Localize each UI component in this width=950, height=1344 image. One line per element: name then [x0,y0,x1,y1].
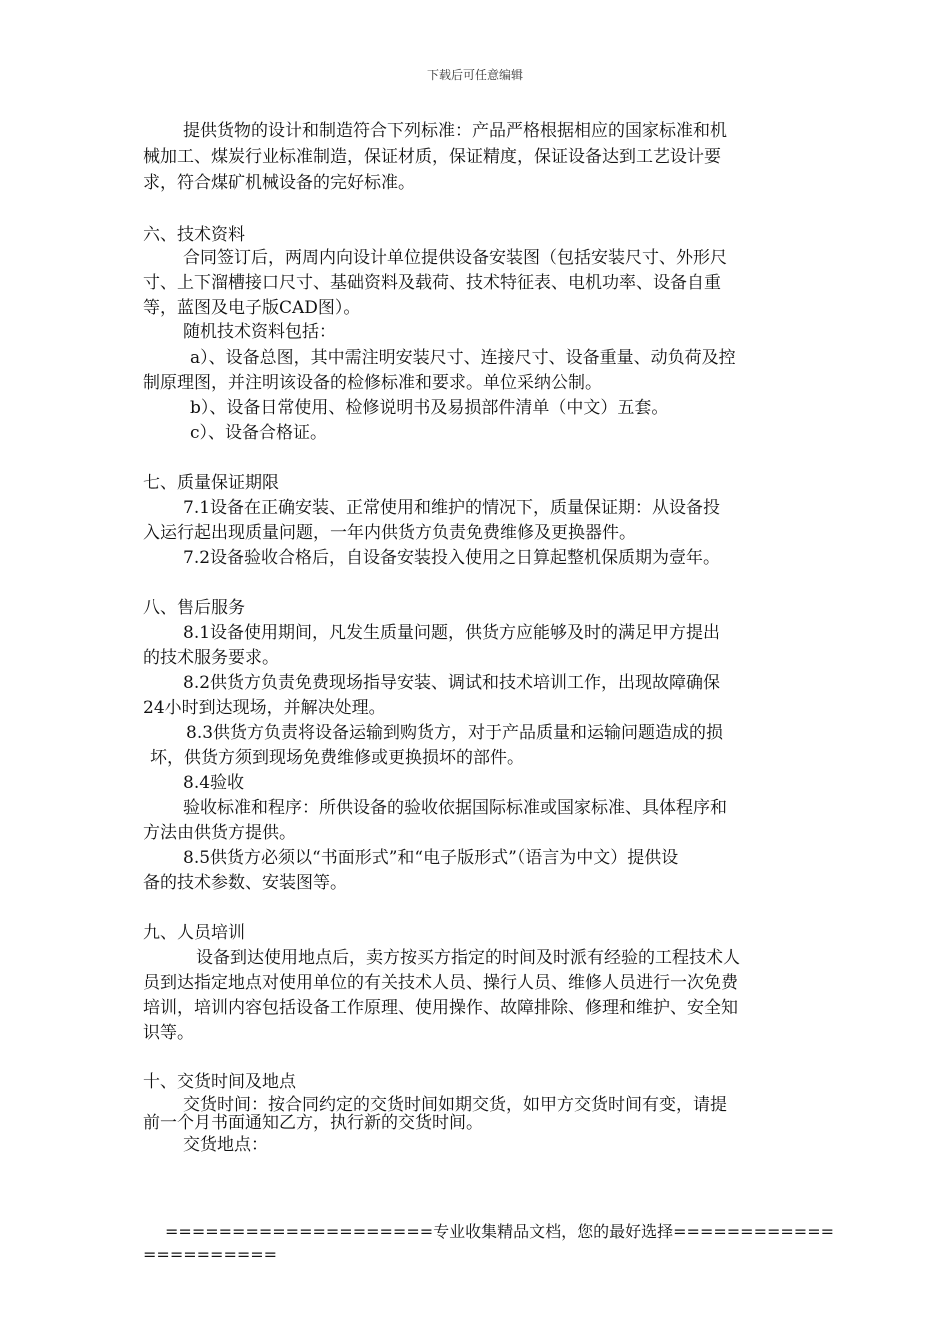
s8-paragraph-line: 8.3供货方负责将设备运输到购货方，对于产品质量和运输问题造成的损 [186,723,724,743]
s6-paragraph-line: 合同签订后，两周内向设计单位提供设备安装图（包括安装尺寸、外形尺 [183,248,727,268]
s8-paragraph-line: 8.4验收 [183,773,245,793]
section-9-title: 九、人员培训 [143,923,245,943]
s6-paragraph-line: 等，蓝图及电子版CAD图）。 [143,298,361,318]
section-7-title: 七、质量保证期限 [143,473,279,493]
s8-paragraph-line: 方法由供货方提供。 [143,823,296,843]
s8-paragraph-line: 8.2供货方负责免费现场指导安装、调试和技术培训工作，出现故障确保 [183,673,721,693]
s6-item-a: a）、设备总图，其中需注明安装尺寸、连接尺寸、设备重量、动负荷及控 [190,348,736,368]
s8-paragraph-line: 24小时到达现场，并解决处理。 [143,698,386,718]
s9-paragraph-line: 培训，培训内容包括设备工作原理、使用操作、故障排除、修理和维护、安全知 [143,998,738,1018]
section-10-title: 十、交货时间及地点 [143,1072,296,1092]
s8-paragraph-line: 备的技术参数、安装图等。 [143,873,347,893]
header-note: 下载后可任意编辑 [426,68,523,82]
s10-paragraph-line: 交货时间：按合同约定的交货时间如期交货，如甲方交货时间有变，请提 [183,1095,727,1115]
intro-line: 械加工、煤炭行业标准制造，保证材质，保证精度，保证设备达到工艺设计要 [143,147,721,167]
s9-paragraph-line: 设备到达使用地点后，卖方按买方指定的时间及时派有经验的工程技术人 [196,948,740,968]
s9-paragraph-line: 员到达指定地点对使用单位的有关技术人员、操行人员、维修人员进行一次免费 [143,973,738,993]
s6-item-b: b）、设备日常使用、检修说明书及易损部件清单（中文）五套。 [190,398,669,418]
s8-paragraph-line: 的技术服务要求。 [143,648,279,668]
s7-paragraph-line: 7.1设备在正确安装、正常使用和维护的情况下，质量保证期：从设备投 [183,498,721,518]
s8-paragraph-line: 8.5供货方必须以“书面形式”和“电子版形式”（语言为中文）提供设 [183,848,679,868]
s6-item-a: 制原理图，并注明该设备的检修标准和要求。单位采纳公制。 [143,373,602,393]
s8-paragraph-line: 坏，供货方须到现场免费维修或更换损坏的部件。 [150,748,524,768]
intro-line: 提供货物的设计和制造符合下列标准：产品严格根据相应的国家标准和机 [183,121,727,141]
footer-banner: ====================专业收集精品文档，您的最好选择============ [165,1222,835,1241]
s7-paragraph-line: 7.2设备验收合格后，自设备安装投入使用之日算起整机保质期为壹年。 [183,548,721,568]
s6-paragraph-line: 寸、上下溜槽接口尺寸、基础资料及载荷、技术特征表、电机功率、设备自重 [143,273,721,293]
intro-line: 求，符合煤矿机械设备的完好标准。 [143,173,415,193]
s7-paragraph-line: 入运行起出现质量问题，一年内供货方负责免费维修及更换器件。 [143,523,636,543]
s6-item-c: c）、设备合格证。 [190,423,328,443]
s9-paragraph-line: 识等。 [143,1023,194,1043]
s10-paragraph-line: 交货地点： [183,1135,268,1155]
section-8-title: 八、售后服务 [143,598,245,618]
section-6-title: 六、技术资料 [143,225,245,245]
s8-paragraph-line: 验收标准和程序：所供设备的验收依据国际标准或国家标准、具体程序和 [183,798,727,818]
s6-list-intro: 随机技术资料包括： [183,322,336,342]
footer-banner-continuation: ========== [143,1245,278,1264]
s8-paragraph-line: 8.1设备使用期间，凡发生质量问题，供货方应能够及时的满足甲方提出 [183,623,721,643]
s10-paragraph-line: 前一个月书面通知乙方，执行新的交货时间。 [143,1113,483,1133]
